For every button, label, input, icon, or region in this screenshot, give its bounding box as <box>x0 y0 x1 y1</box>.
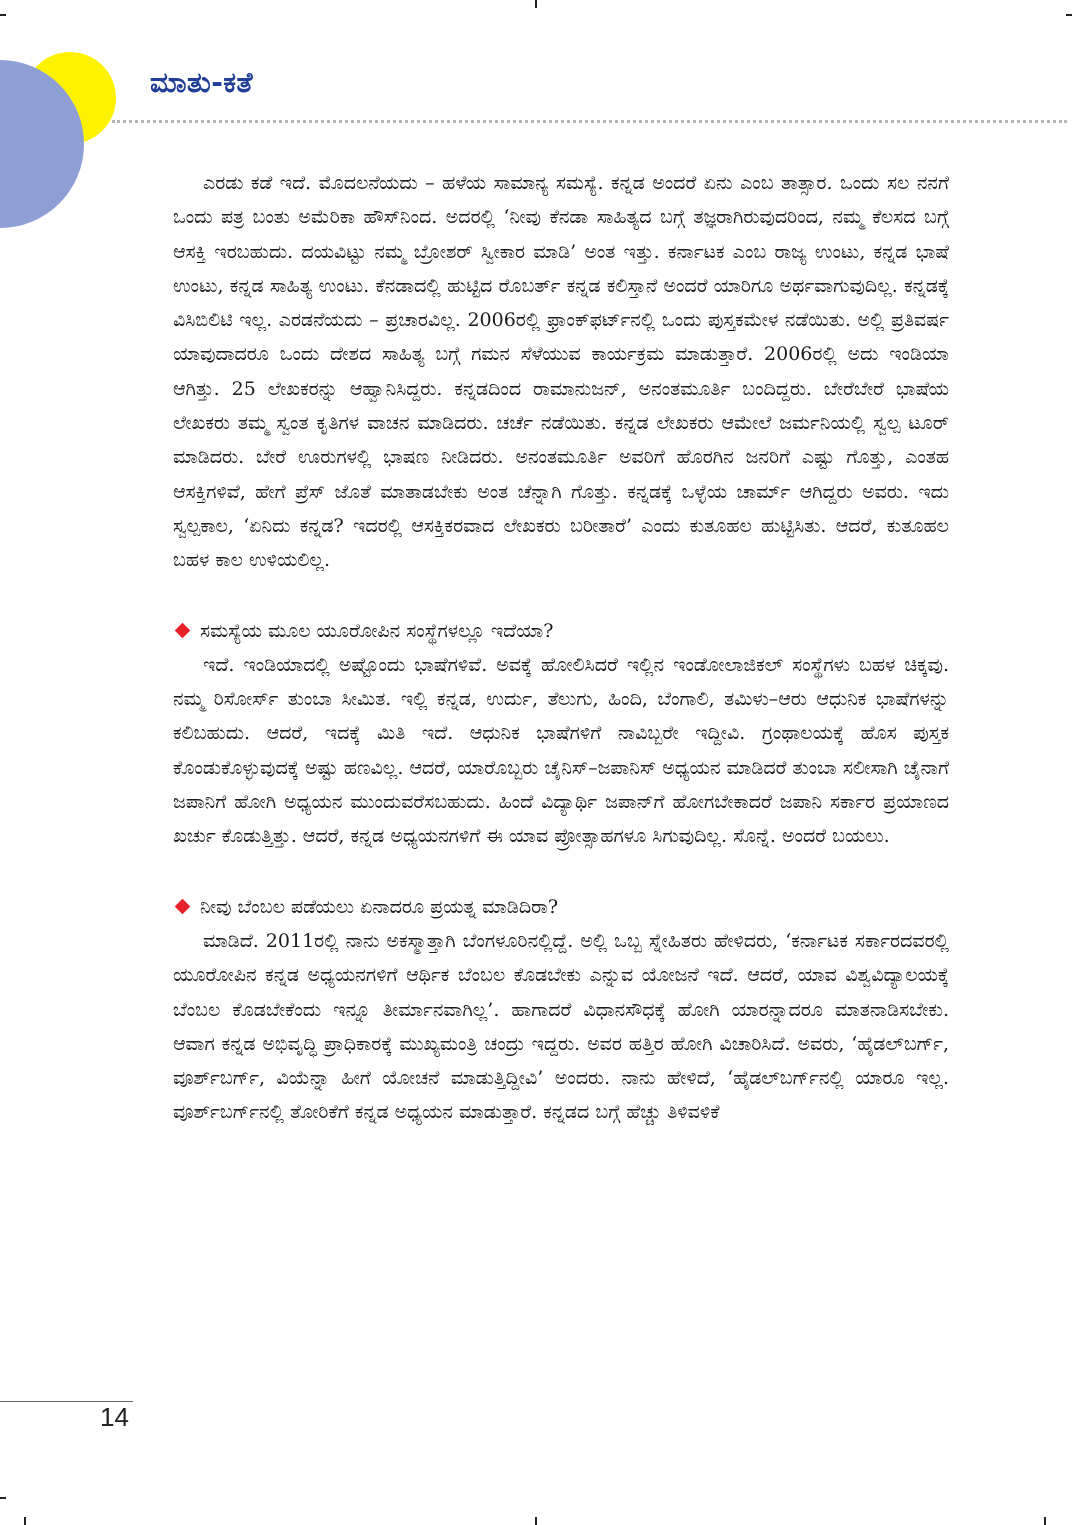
red-diamond-icon <box>175 623 191 639</box>
crop-mark-bottom-right <box>1044 1517 1046 1525</box>
question-heading <box>173 614 949 648</box>
crop-mark-top-left <box>0 14 6 16</box>
paragraph: ಎರಡು ಕಡೆ ಇದೆ. ಮೊದಲನೆಯದು – ಹಳೆಯ ಸಾಮಾನ್ಯ ಸಮಸ್ಯೆ. ಕನ್ನಡ ಅಂದರೆ ಏನು ಎಂಬ ತಾತ್ಸಾರ. ಒಂದು ಸಲ ನನಗೆ ಒಂದು ಪತ್ರ ಬಂತು ಅಮೆರಿಕಾ ಹೌಸ್‌ನಿಂದ. ಅದರಲ್ಲಿ ‘ನೀವು ಕೆನಡಾ ಸಾಹಿತ್ಯದ ಬಗ್ಗೆ ತಜ್ಞರಾಗಿರುವುದರಿಂದ, ನಮ್ಮ ಕೆಲಸದ ಬಗ್ಗೆ ಆಸಕ್ತಿ ಇರಬಹುದು. ದಯವಿಟ್ಟು ನಮ್ಮ ಬ್ರೋಶರ್ ಸ್ವೀಕಾರ ಮಾಡಿ’ ಅಂತ ಇತ್ತು. ಕರ್ನಾಟಕ ಎಂಬ ರಾಜ್ಯ ಉಂಟು, ಕನ್ನಡ ಭಾಷೆ ಉಂಟು, ಕನ್ನಡ ಸಾಹಿತ್ಯ ಉಂಟು. ಕೆನಡಾದಲ್ಲಿ ಹುಟ್ಟಿದ ರೊಬರ್ತ್ ಕನ್ನಡ ಕಲಿಸ್ತಾನೆ ಅಂದರೆ ಯಾರಿಗೂ ಅರ್ಥವಾಗುವುದಿಲ್ಲ. ಕನ್ನಡಕ್ಕೆ ವಿಸಿಬಿಲಿಟಿ ಇಲ್ಲ. ಎರಡನೆಯದು – ಪ್ರಚಾರವಿಲ್ಲ. 2006ರಲ್ಲಿ ಫ್ರಾಂಕ್‌ಫರ್ಟ್‌ನಲ್ಲಿ ಒಂದು ಪುಸ್ತಕಮೇಳ ನಡೆಯಿತು. ಅಲ್ಲಿ ಪ್ರತಿವರ್ಷ ಯಾವುದಾದರೂ ಒಂದು ದೇಶದ ಸಾಹಿತ್ಯ ಬಗ್ಗೆ ಗಮನ ಸೆಳೆಯುವ ಕಾರ್ಯಕ್ರಮ ಮಾಡುತ್ತಾರೆ. 2006ರಲ್ಲಿ ಅದು ಇಂಡಿಯಾ ಆಗಿತ್ತು. 25 ಲೇಖಕರನ್ನು ಆಹ್ವಾನಿಸಿದ್ದರು. ಕನ್ನಡದಿಂದ ರಾಮಾನುಜನ್, ಅನಂತಮೂರ್ತಿ ಬಂದಿದ್ದರು. ಬೇರೆಬೇರೆ ಭಾಷೆಯ ಲೇಖಕರು ತಮ್ಮ ಸ್ವಂತ ಕೃತಿಗಳ ವಾಚನ ಮಾಡಿದರು. ಚರ್ಚೆ ನಡೆಯಿತು. ಕನ್ನಡ ಲೇಖಕರು ಆಮೇಲೆ ಜರ್ಮನಿಯಲ್ಲಿ ಸ್ವಲ್ಪ ಟೂರ್ ಮಾಡಿದರು. ಬೇರೆ ಊರುಗಳಲ್ಲಿ ಭಾಷಣ ನೀಡಿದರು. ಅನಂತಮೂರ್ತಿ ಅವರಿಗೆ ಹೊರಗಿನ ಜನರಿಗೆ ಎಷ್ಟು ಗೊತ್ತು, ಎಂತಹ ಆಸಕ್ತಿಗಳಿವೆ, ಹೇಗೆ ಪ್ರೆಸ್ ಜೊತೆ ಮಾತಾಡಬೇಕು ಅಂತ ಚೆನ್ನಾಗಿ ಗೊತ್ತು. ಕನ್ನಡಕ್ಕೆ ಒಳ್ಳೆಯ ಚಾರ್ಮ್ ಆಗಿದ್ದರು ಅವರು. ಇದು ಸ್ವಲ್ಪಕಾಲ, ‘ಏನಿದು ಕನ್ನಡ? ಇದರಲ್ಲಿ ಆಸಕ್ತಿಕರವಾದ ಲೇಖಕರು ಬರೀತಾರೆ’ ಎಂದು ಕುತೂಹಲ ಹುಟ್ಟಿಸಿತು. ಆದರೆ, ಕುತೂಹಲ ಬಹಳ ಕಾಲ ಉಳಿಯಲಿಲ್ಲ. <box>173 172 949 572</box>
question-text: ಸಮಸ್ಯೆಯ ಮೂಲ ಯೂರೋಪಿನ ಸಂಸ್ಥೆಗಳಲ್ಲೂ ಇದೆಯಾ? <box>200 619 554 642</box>
crop-mark-top-center <box>535 0 537 8</box>
paragraph: ಮಾಡಿದೆ. 2011ರಲ್ಲಿ ನಾನು ಅಕಸ್ಮಾತ್ತಾಗಿ ಬೆಂಗಳೂರಿನಲ್ಲಿದ್ದೆ. ಅಲ್ಲಿ ಒಬ್ಬ ಸ್ನೇಹಿತರು ಹೇಳಿದರು, ‘ಕರ್ನಾಟಕ ಸರ್ಕಾರದವರಲ್ಲಿ ಯೂರೋಪಿನ ಕನ್ನಡ ಅಧ್ಯಯನಗಳಿಗೆ ಆರ್ಥಿಕ ಬೆಂಬಲ ಕೊಡಬೇಕು ಎನ್ನುವ ಯೋಜನೆ ಇದೆ. ಆದರೆ, ಯಾವ ವಿಶ್ವವಿದ್ಯಾಲಯಕ್ಕೆ ಬೆಂಬಲ ಕೊಡಬೇಕೆಂದು ಇನ್ನೂ ತೀರ್ಮಾನವಾಗಿಲ್ಲ’. ಹಾಗಾದರೆ ವಿಧಾನಸೌಧಕ್ಕೆ ಹೋಗಿ ಯಾರನ್ನಾದರೂ ಮಾತನಾಡಿಸಬೇಕು. ಆವಾಗ ಕನ್ನಡ ಅಭಿವೃದ್ಧಿ ಪ್ರಾಧಿಕಾರಕ್ಕೆ ಮುಖ್ಯಮಂತ್ರಿ ಚಂದ್ರು ಇದ್ದರು. ಅವರ ಹತ್ತಿರ ಹೋಗಿ ವಿಚಾರಿಸಿದೆ. ಅವರು, ‘ಹೈಡಲ್‌ಬರ್ಗ್, ವೂರ್ಶ್‌ಬರ್ಗ್, ವಿಯೆನ್ನಾ ಹೀಗೆ ಯೋಚನೆ ಮಾಡುತ್ತಿದ್ದೀವಿ’ ಅಂದರು. ನಾನು ಹೇಳಿದೆ, ‘ಹೈಡಲ್‌ಬರ್ಗ್‌ನಲ್ಲಿ ಯಾರೂ ಇಲ್ಲ. ವೂರ್ಶ್‌ಬರ್ಗ್‌ನಲ್ಲಿ ತೋರಿಕೆಗೆ ಕನ್ನಡ ಅಧ್ಯಯನ ಮಾಡುತ್ತಾರೆ. ಕನ್ನಡದ ಬಗ್ಗೆ ಹೆಚ್ಚು ತಿಳಿವಳಿಕೆ <box>173 929 949 1124</box>
crop-mark-top-right <box>1066 14 1072 16</box>
crop-mark-bottom-left-vertical <box>24 1517 26 1525</box>
dotted-divider <box>112 120 1067 123</box>
crop-mark-bottom-left <box>0 1497 6 1499</box>
section-title: ಮಾತು-ಕತೆ <box>150 66 253 99</box>
crop-mark-bottom-center <box>535 1517 537 1525</box>
red-diamond-icon <box>175 899 191 915</box>
paragraph: ಇದೆ. ಇಂಡಿಯಾದಲ್ಲಿ ಅಷ್ಟೊಂದು ಭಾಷೆಗಳಿವೆ. ಅವಕ್ಕೆ ಹೋಲಿಸಿದರೆ ಇಲ್ಲಿನ ಇಂಡೋಲಾಜಿಕಲ್ ಸಂಸ್ಥೆಗಳು ಬಹಳ ಚಿಕ್ಕವು. ನಮ್ಮ ರಿಸೋರ್ಸ್ ತುಂಬಾ ಸೀಮಿತ. ಇಲ್ಲಿ ಕನ್ನಡ, ಉರ್ದು, ತೆಲುಗು, ಹಿಂದಿ, ಬೆಂಗಾಲಿ, ತಮಿಳು–ಆರು ಆಧುನಿಕ ಭಾಷೆಗಳನ್ನು ಕಲಿಬಹುದು. ಆದರೆ, ಇದಕ್ಕೆ ಮಿತಿ ಇದೆ. ಆಧುನಿಕ ಭಾಷೆಗಳಿಗೆ ನಾವಿಬ್ಬರೇ ಇದ್ದೀವಿ. ಗ್ರಂಥಾಲಯಕ್ಕೆ ಹೊಸ ಪುಸ್ತಕ ಕೊಂಡುಕೊಳ್ಳುವುದಕ್ಕೆ ಅಷ್ಟು ಹಣವಿಲ್ಲ. ಆದರೆ, ಯಾರೊಬ್ಬರು ಚೈನಿಸ್–ಜಪಾನಿಸ್ ಅಧ್ಯಯನ ಮಾಡಿದರೆ ತುಂಬಾ ಸಲೀಸಾಗಿ ಚೈನಾಗೆ ಜಪಾನಿಗೆ ಹೋಗಿ ಅಧ್ಯಯನ ಮುಂದುವರೆಸಬಹುದು. ಹಿಂದೆ ವಿದ್ಯಾರ್ಥಿ ಜಪಾನ್‌ಗೆ ಹೋಗಬೇಕಾದರೆ ಜಪಾನಿ ಸರ್ಕಾರ ಪ್ರಯಾಣದ ಖರ್ಚು ಕೊಡುತ್ತಿತ್ತು. ಆದರೆ, ಕನ್ನಡ ಅಧ್ಯಯನಗಳಿಗೆ ಈ ಯಾವ ಪ್ರೋತ್ಸಾಹಗಳೂ ಸಿಗುವುದಿಲ್ಲ. ಸೊನ್ನೆ. ಅಂದರೆ ಬಯಲು. <box>173 653 949 848</box>
page-number: 14 <box>100 1402 129 1432</box>
article-body <box>173 166 949 1130</box>
question-heading <box>173 890 949 924</box>
question-text: ನೀವು ಬೆಂಬಲ ಪಡೆಯಲು ಏನಾದರೂ ಪ್ರಯತ್ನ ಮಾಡಿದಿರಾ? <box>200 895 559 918</box>
